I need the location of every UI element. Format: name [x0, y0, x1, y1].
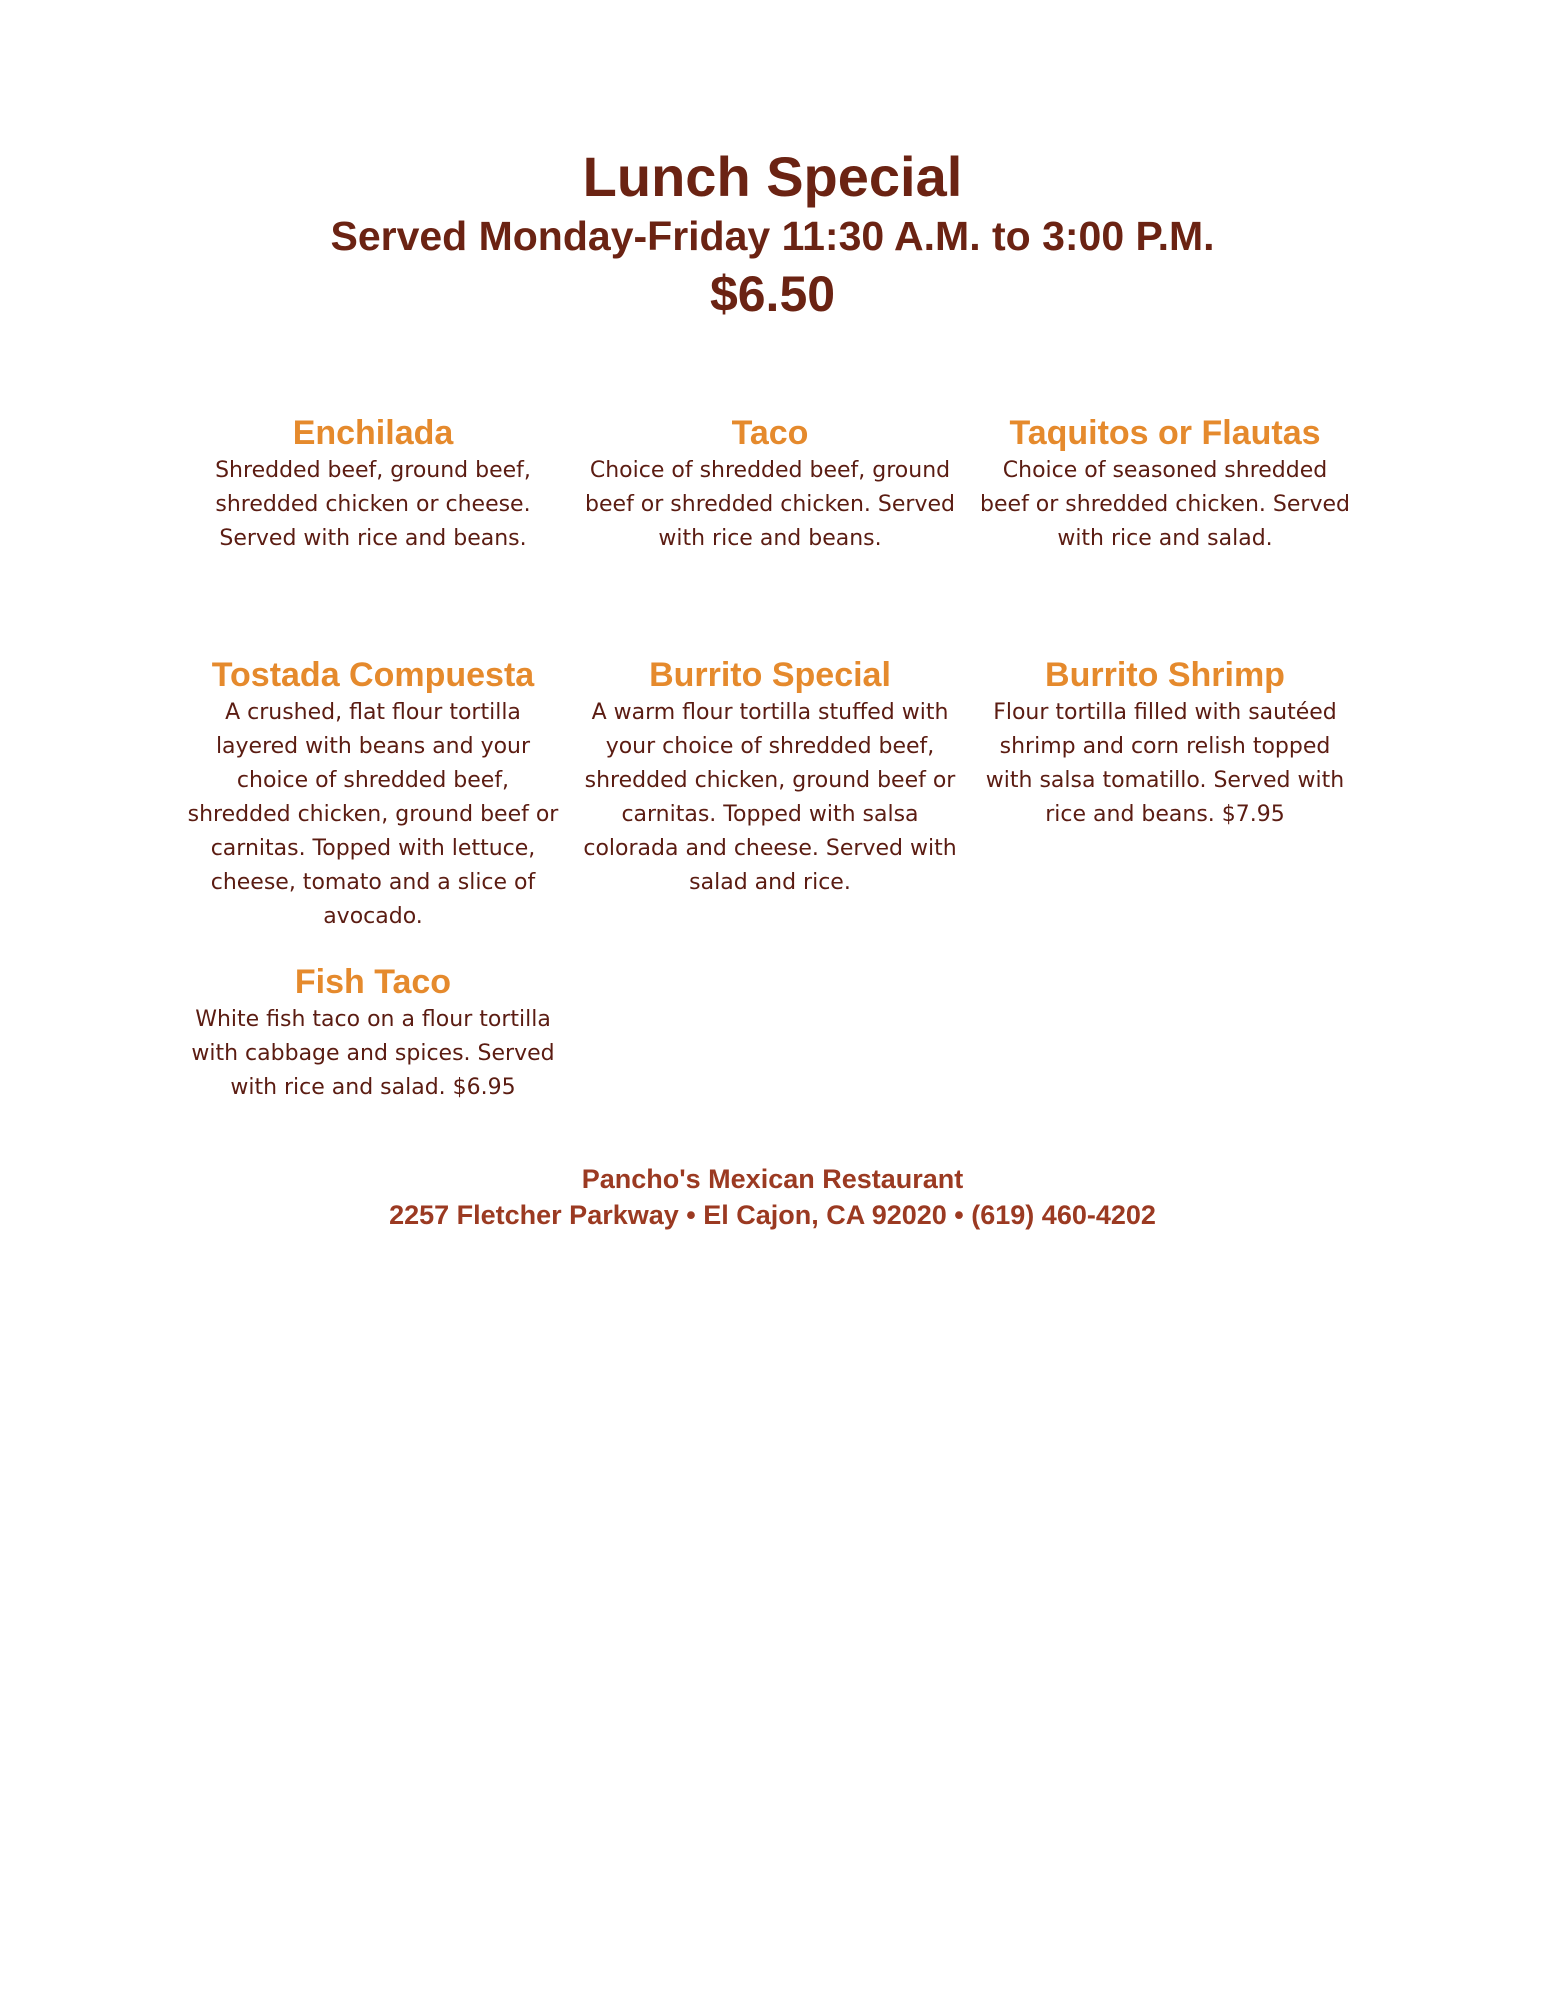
item-name: Tostada Compuesta: [211, 656, 535, 694]
page-title: Lunch Special: [582, 145, 963, 208]
item-description: Shredded beef, ground beef, shredded chicken or cheese. Served with rice and beans.: [215, 458, 531, 551]
menu-item-taco: [580, 413, 960, 556]
item-description: Choice of shredded beef, ground beef or shredded chicken. Served with rice and beans.: [585, 458, 955, 551]
serving-hours: Served Monday-Friday 11:30 A.M. to 3:00 P.M.: [330, 213, 1215, 259]
menu-item-burrito-shrimp: [975, 655, 1355, 832]
menu-item-fish-taco: [183, 962, 563, 1105]
item-name: Fish Taco: [294, 963, 452, 1001]
item-name: Taco: [731, 414, 809, 452]
item-description: A crushed, flat flour tortilla layered with beans and your choice of shredded beef, shredded chicken, ground beef or carnitas. Topped with lettuce, cheese, tomato and a slice of avocado.: [187, 700, 559, 929]
menu-item-taquitos-or-flautas: [975, 413, 1355, 556]
special-price: $6.50: [709, 266, 836, 322]
menu-item-tostada-compuesta: [183, 655, 563, 934]
item-name: Taquitos or Flautas: [1009, 414, 1321, 452]
restaurant-name: Pancho's Mexican Restaurant: [581, 1164, 964, 1194]
menu-item-enchilada: [183, 413, 563, 556]
item-description: White fish taco on a flour tortilla with cabbage and spices. Served with rice and salad. $6.95: [191, 1007, 555, 1100]
item-description: Choice of seasoned shredded beef or shredded chicken. Served with rice and salad.: [980, 458, 1350, 551]
menu-item-burrito-special: [580, 655, 960, 900]
item-description: A warm flour tortilla stuffed with your choice of shredded beef, shredded chicken, ground beef or carnitas. Topped with salsa colorada and cheese. Served with salad and rice.: [583, 700, 957, 895]
item-name: Burrito Special: [649, 656, 891, 694]
item-name: Enchilada: [292, 414, 454, 452]
item-name: Burrito Shrimp: [1045, 656, 1285, 694]
item-description: Flour tortilla filled with sautéed shrimp and corn relish topped with salsa tomatillo. Served with rice and beans. $7.95: [985, 700, 1345, 827]
restaurant-address: 2257 Fletcher Parkway • El Cajon, CA 92020 • (619) 460-4202: [389, 1200, 1156, 1230]
